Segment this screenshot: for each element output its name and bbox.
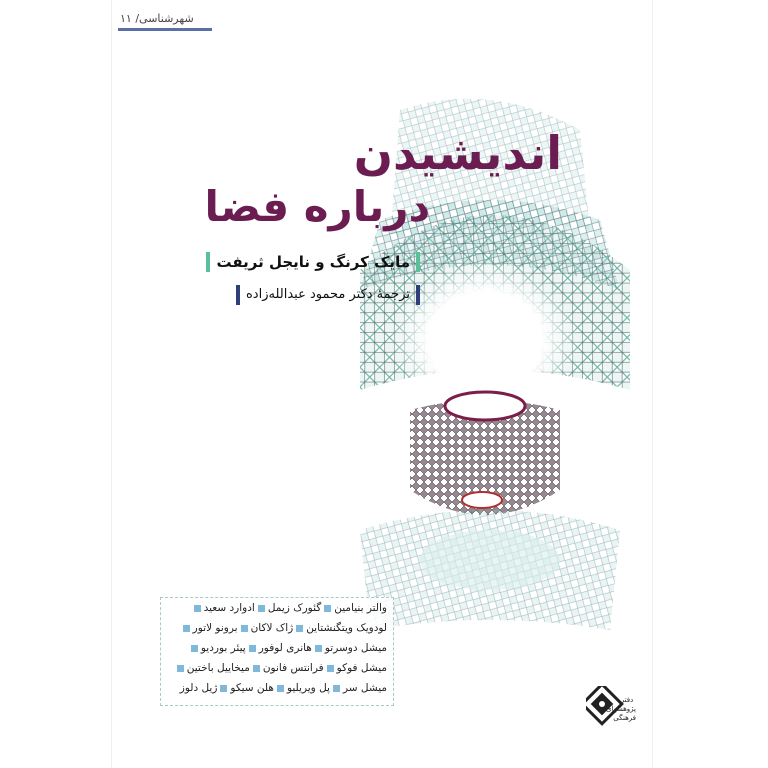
series-label: شهرشناسی/ ۱۱ (120, 12, 194, 25)
bullet-icon (220, 685, 227, 692)
author-label: مایک کرنگ و نایجل ثریفت (206, 252, 420, 272)
bullet-icon (177, 665, 184, 672)
names-row (161, 678, 393, 698)
name-item: لودویک ویتگنشتاین (306, 622, 387, 634)
bullet-icon (277, 685, 284, 692)
bullet-icon (249, 645, 256, 652)
name-item: هلن سیکو (230, 682, 274, 694)
name-item: میخاییل باختین (186, 662, 250, 674)
names-row (161, 658, 393, 678)
bullet-icon (191, 645, 198, 652)
name-item: میشل دوسرتو (324, 642, 387, 654)
series-underline (118, 28, 212, 31)
name-item: هانری لوفور (258, 642, 312, 654)
book-title-line1: اندیشیدن (353, 126, 562, 180)
bullet-icon (327, 665, 334, 672)
bullet-icon (324, 605, 331, 612)
name-item: میشل فوکو (336, 662, 387, 674)
name-item: برونو لاتور (192, 622, 238, 634)
bullet-icon (241, 625, 248, 632)
thinkers-names-box (160, 597, 394, 706)
bullet-icon (315, 645, 322, 652)
translator-label: ترجمۀ دکتر محمود عبدالله‌زاده (236, 285, 420, 305)
publisher-name: دفتر پژوهشهای فرهنگی (606, 696, 636, 722)
name-item: ژیل دلوز (179, 682, 218, 694)
name-item: میشل سر (342, 682, 387, 694)
name-item: پل ویریلیو (286, 682, 330, 694)
name-item: گئورک زیمل (267, 602, 322, 614)
name-item: پیئر بوردیو (200, 642, 246, 654)
names-row (161, 638, 393, 658)
bullet-icon (183, 625, 190, 632)
bullet-icon (253, 665, 260, 672)
name-item: ادوارد سعید (203, 602, 255, 614)
names-row (161, 618, 393, 638)
bullet-icon (333, 685, 340, 692)
bullet-icon (258, 605, 265, 612)
names-row (161, 598, 393, 618)
name-item: فرانتس فانون (262, 662, 324, 674)
bullet-icon (194, 605, 201, 612)
bullet-icon (296, 625, 303, 632)
book-title-line2: درباره فضا (204, 182, 430, 231)
name-item: والتر بنیامین (334, 602, 387, 614)
name-item: ژاک لاکان (250, 622, 294, 634)
